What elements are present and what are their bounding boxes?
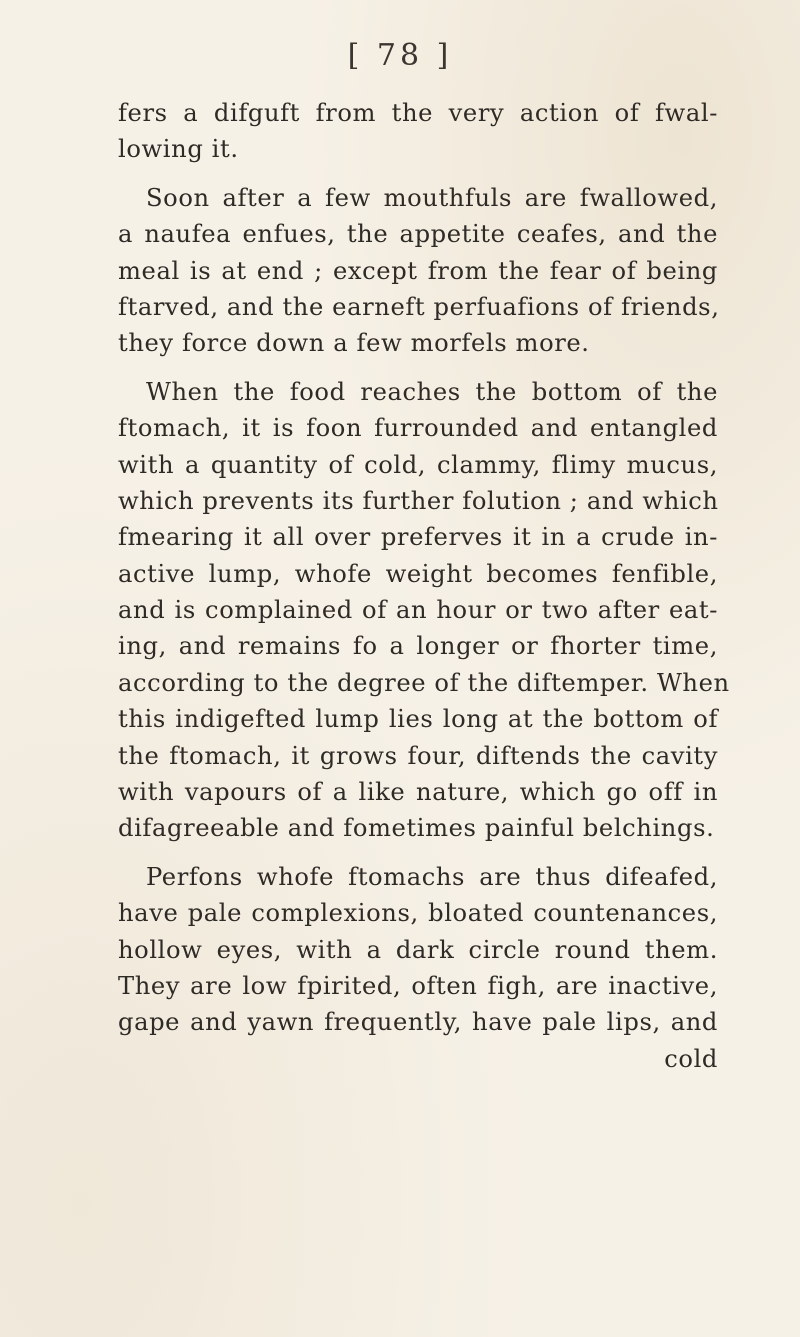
text-line: according to the degree of the diftemper. When	[118, 668, 730, 697]
text-line: Soon after a few mouthfuls are fwallowed,	[146, 183, 718, 212]
text-line: They are low fpirited, often figh, are inactive,	[118, 971, 718, 1000]
text-line: gape and yawn frequently, have pale lips, and	[118, 1008, 718, 1037]
text-line: ftomach, it is foon furrounded and entangled	[118, 414, 718, 443]
text-line: have pale complexions, bloated countenances,	[118, 899, 718, 928]
text-line: they force down a few morfels more.	[118, 329, 590, 358]
text-line: fers a difguft from the very action of fwal-	[118, 99, 718, 127]
text-line: hollow eyes, with a dark circle round them.	[118, 935, 718, 964]
page-number-header: [ 78 ]	[347, 38, 453, 73]
body-text	[118, 95, 730, 1077]
text-line: lowing it.	[118, 135, 239, 164]
text-line: meal is at end ; except from the fear of being	[118, 256, 718, 285]
text-line: and is complained of an hour or two after eat-	[118, 596, 718, 625]
text-line: the ftomach, it grows four, diftends the cavity	[118, 741, 718, 770]
text-line: which prevents its further folution ; and which	[118, 486, 719, 515]
text-line: ftarved, and the earneft perfuafions of friends,	[118, 292, 720, 321]
catchword: cold	[664, 1044, 718, 1073]
text-line: fmearing it all over preferves it in a crude in-	[118, 523, 718, 552]
text-line: difagreeable and fometimes painful belchings.	[118, 814, 715, 843]
text-line: this indigefted lump lies long at the bottom of	[118, 705, 718, 734]
text-line: with a quantity of cold, clammy, flimy mucus,	[118, 450, 718, 479]
text-line: ing, and remains fo a longer or fhorter time,	[118, 632, 718, 661]
text-line: with vapours of a like nature, which go off in	[118, 778, 718, 807]
text-line: When the food reaches the bottom of the	[146, 377, 718, 406]
text-line: Perfons whofe ftomachs are thus difeafed,	[146, 862, 718, 891]
text-line: a naufea enfues, the appetite ceafes, and the	[118, 220, 718, 249]
text-line: active lump, whofe weight becomes fenfible,	[118, 559, 718, 588]
